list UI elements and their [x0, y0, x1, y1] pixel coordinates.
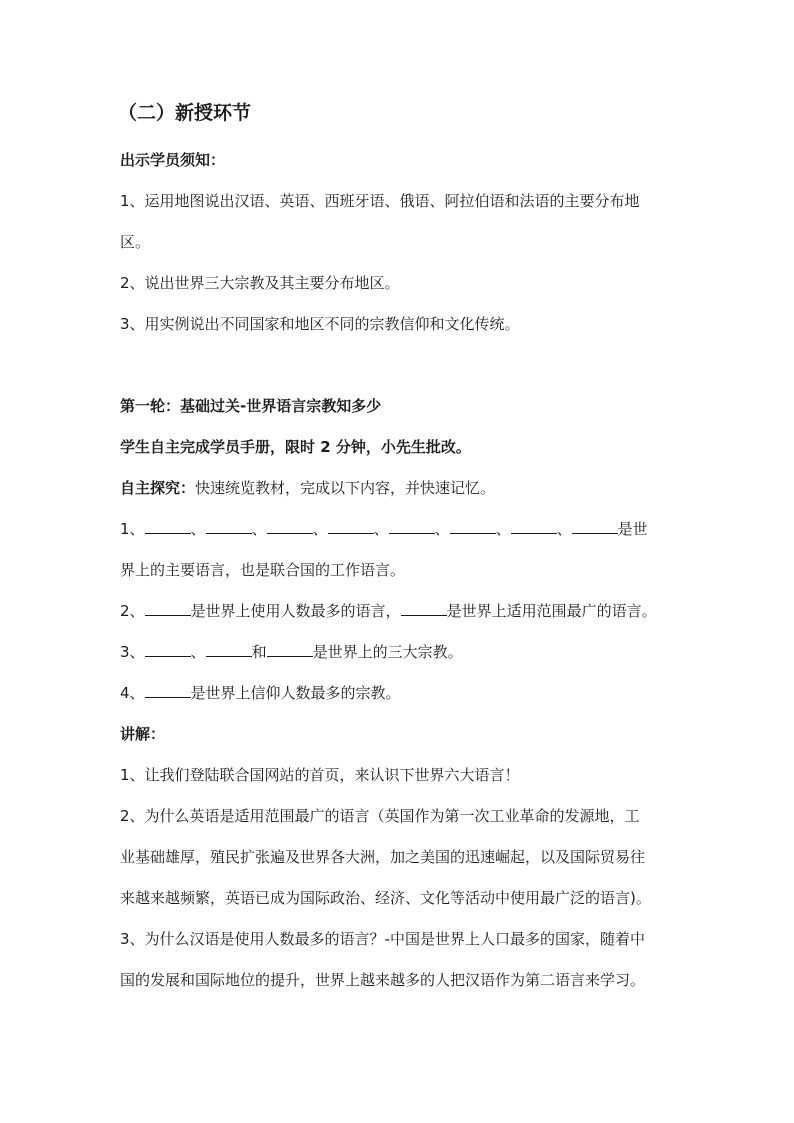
separator: 、 — [312, 520, 328, 538]
explain-point-3-line-2: 国的发展和国际地位的提升，世界上越来越多的人把汉语作为第二语言来学习。 — [120, 971, 646, 989]
q4-prefix: 4、 — [120, 684, 145, 702]
round-1-title: 第一轮：基础过关-世界语言宗教知多少 — [120, 397, 382, 415]
explain-point-3-line-1: 3、为什么汉语是使用人数最多的语言？-中国是世界上人口最多的国家，随着中 — [120, 930, 645, 948]
blank-field — [572, 519, 618, 534]
blank-field — [145, 519, 191, 534]
q1-prefix: 1、 — [120, 520, 145, 538]
blank-field — [401, 601, 447, 616]
explain-point-2-line-2: 业基础雄厚，殖民扩张遍及世界各大洲，加之美国的迅速崛起，以及国际贸易往 — [120, 848, 646, 866]
separator: 、 — [251, 520, 267, 538]
blank-field — [145, 642, 191, 657]
blank-field — [145, 683, 191, 698]
explain-point-2-line-1: 2、为什么英语是适用范围最广的语言（英国作为第一次工业革命的发源地，工 — [120, 807, 640, 825]
explore-line — [120, 478, 495, 498]
separator: 、 — [434, 520, 450, 538]
explain-point-1: 1、让我们登陆联合国网站的首页，来认识下世界六大语言！ — [120, 766, 520, 784]
q3-suffix: 是世界上的三大宗教。 — [312, 643, 463, 661]
q2-mid: 是世界上使用人数最多的语言， — [190, 602, 401, 620]
notice-item-1-line-2: 区。 — [120, 233, 151, 251]
q3-prefix: 3、 — [120, 643, 145, 661]
q4-suffix: 是世界上信仰人数最多的宗教。 — [190, 684, 401, 702]
explain-heading: 讲解： — [120, 725, 166, 743]
round-1-instruction: 学生自主完成学员手册，限时 2 分钟，小先生批改。 — [120, 438, 471, 456]
question-4 — [120, 683, 401, 703]
blank-field — [267, 519, 313, 534]
blank-field — [511, 519, 557, 534]
notice-item-2: 2、说出世界三大宗教及其主要分布地区。 — [120, 274, 400, 292]
explore-label: 自主探究： — [120, 479, 196, 497]
blank-field — [267, 642, 313, 657]
question-1-line-1 — [120, 519, 648, 539]
separator: 、 — [190, 643, 206, 661]
explore-text: 快速统览教材，完成以下内容，并快速记忆。 — [195, 479, 496, 497]
section-title: （二）新授环节 — [118, 102, 252, 124]
separator: 、 — [556, 520, 572, 538]
blank-field — [389, 519, 435, 534]
explain-point-2-line-3: 来越来越频繁，英语已成为国际政治、经济、文化等活动中使用最广泛的语言)。 — [120, 889, 651, 907]
q1-suffix: 是世 — [617, 520, 648, 538]
blank-field — [206, 519, 252, 534]
notice-item-3: 3、用实例说出不同国家和地区不同的宗教信仰和文化传统。 — [120, 315, 520, 333]
separator: 、 — [190, 520, 206, 538]
question-3 — [120, 642, 463, 662]
blank-field — [206, 642, 252, 657]
question-1-line-2: 界上的主要语言，也是联合国的工作语言。 — [120, 561, 406, 579]
q3-and: 和 — [251, 643, 267, 661]
separator: 、 — [373, 520, 389, 538]
separator: 、 — [495, 520, 511, 538]
blank-field — [145, 601, 191, 616]
blank-field — [450, 519, 496, 534]
blank-field — [328, 519, 374, 534]
notice-item-1-line-1: 1、运用地图说出汉语、英语、西班牙语、俄语、阿拉伯语和法语的主要分布地 — [120, 192, 640, 210]
q2-prefix: 2、 — [120, 602, 145, 620]
notice-heading: 出示学员须知： — [120, 151, 226, 169]
q2-suffix: 是世界上适用范围最广的语言。 — [446, 602, 657, 620]
question-2 — [120, 601, 657, 621]
